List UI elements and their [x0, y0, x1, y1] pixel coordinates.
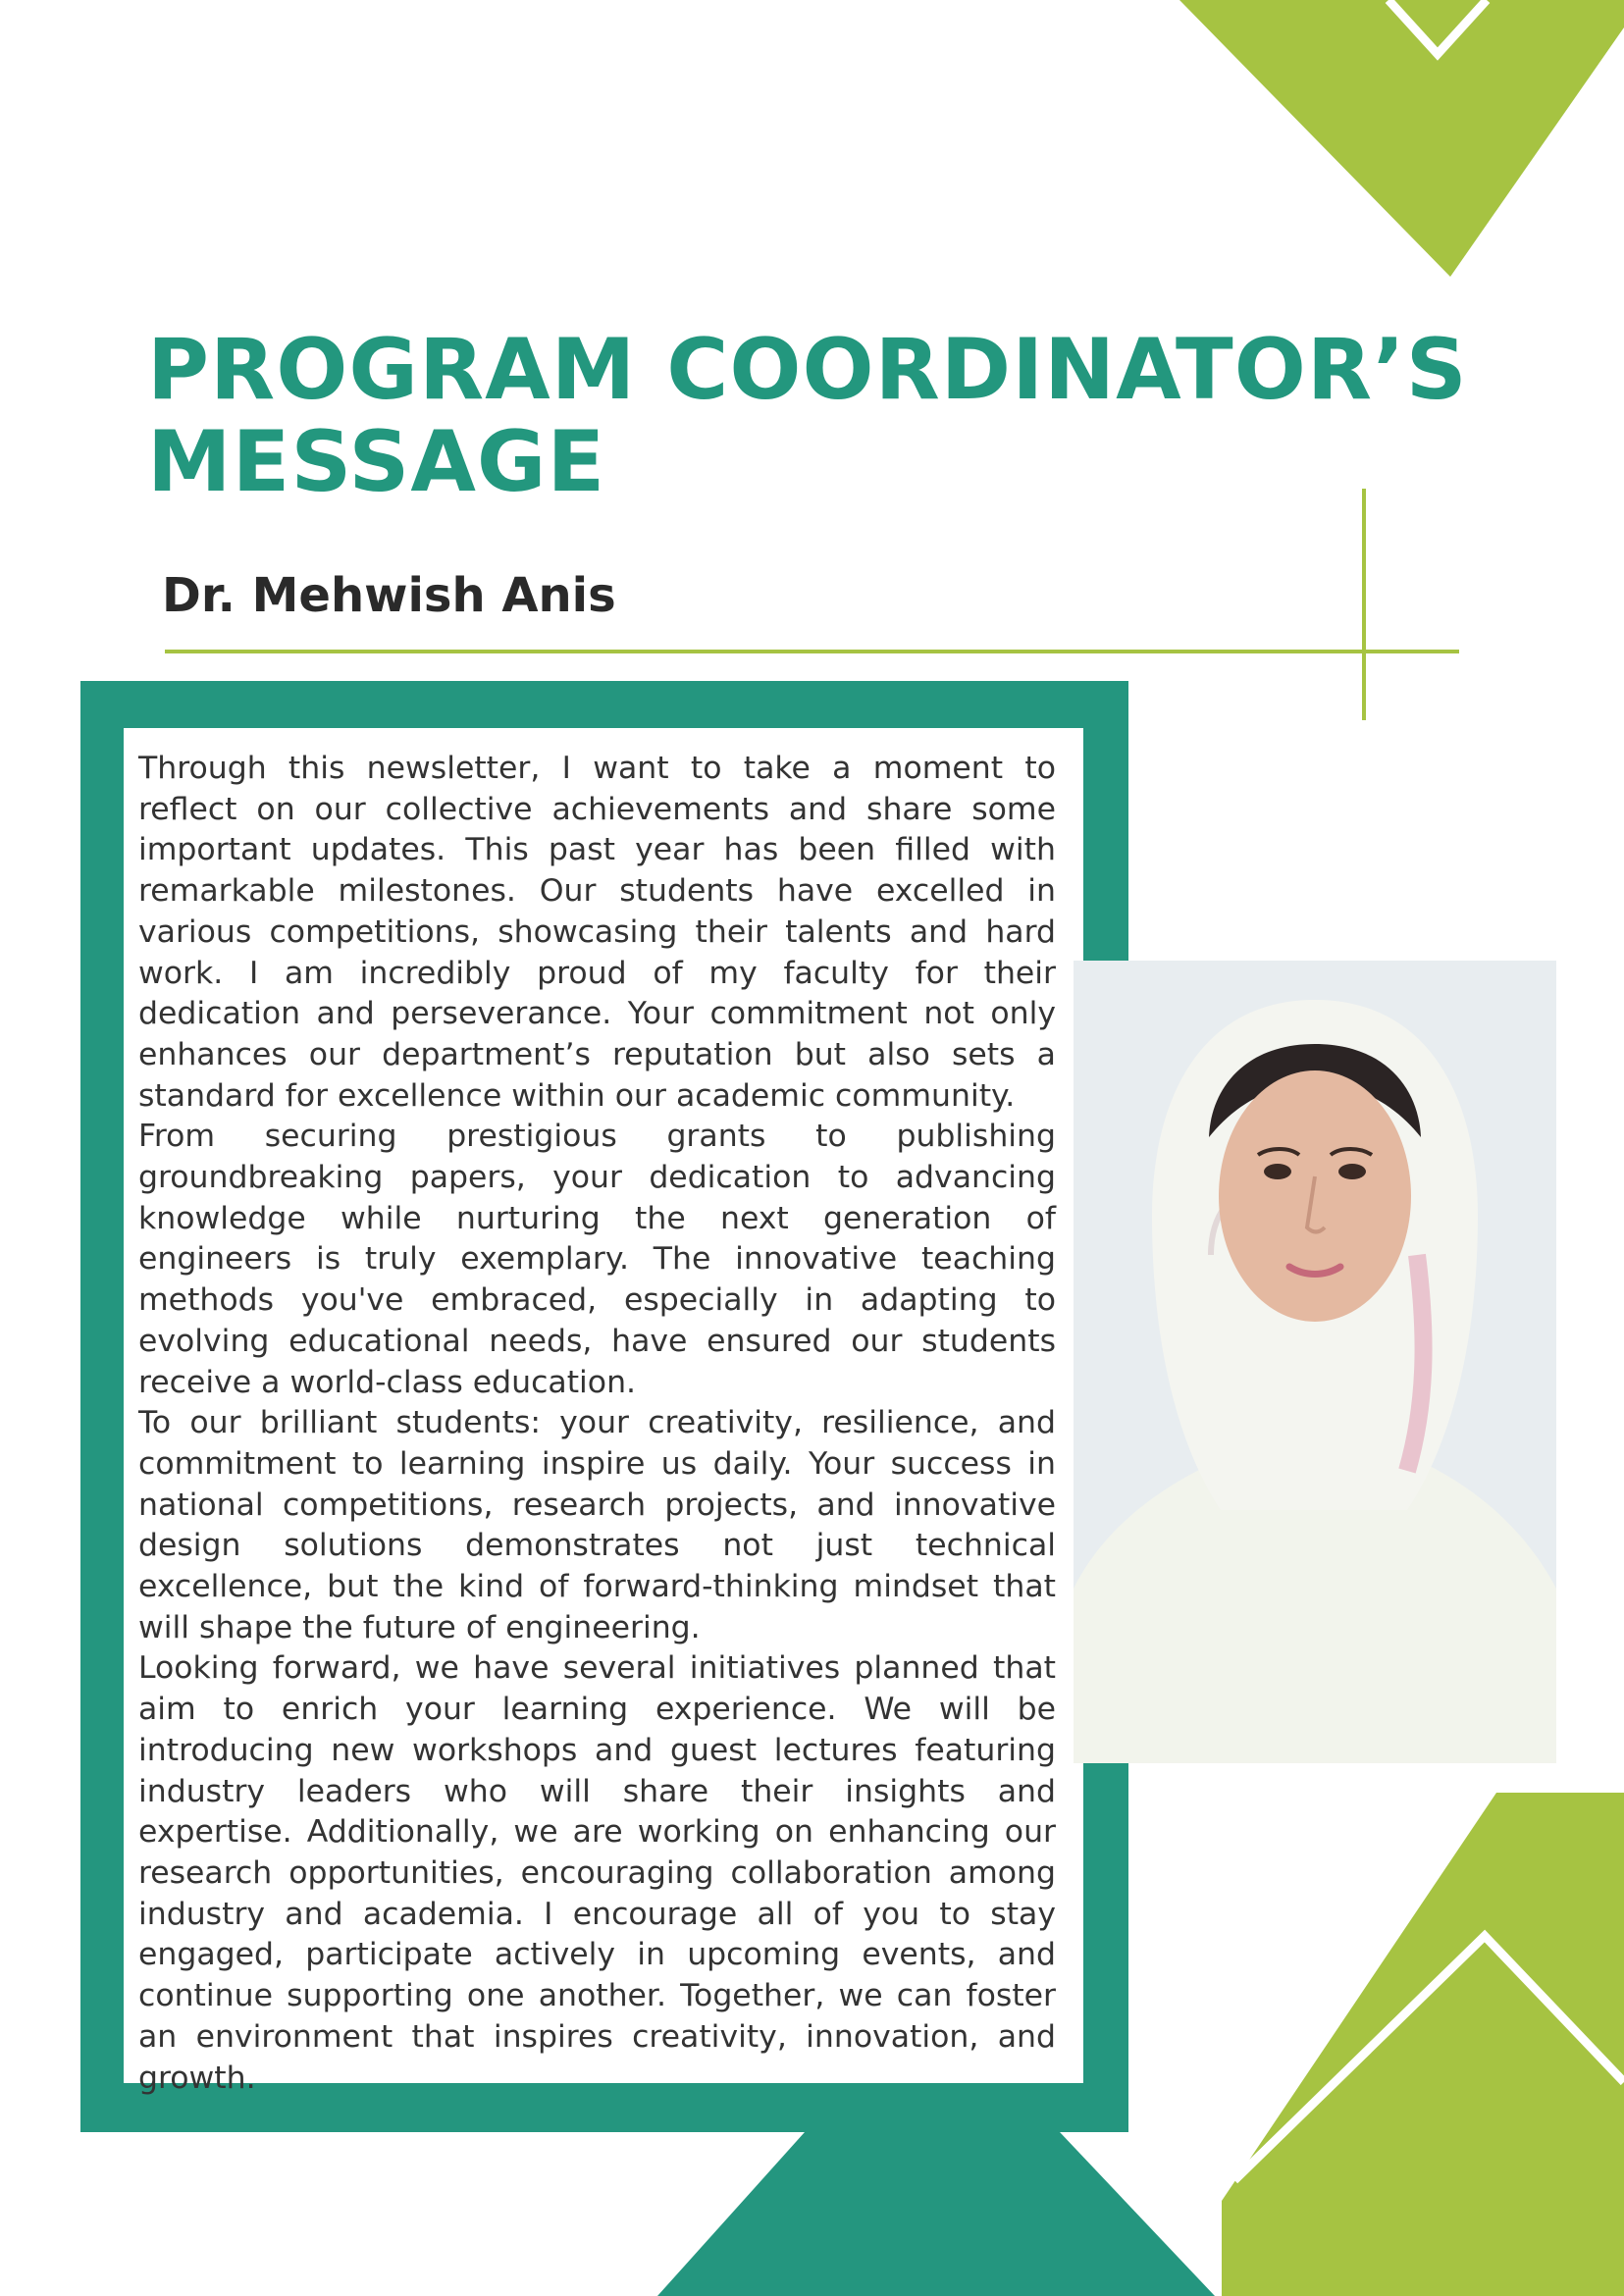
top-right-chevron	[1179, 0, 1624, 277]
bottom-teal-trapezoid	[657, 2132, 1215, 2296]
coordinator-photo	[1074, 961, 1556, 1763]
message-paragraph: From securing prestigious grants to publishing groundbreaking papers, your dedication to advancing knowledge while nurturing the next generation of engineers is truly exemplary. The innovative teaching methods you've embraced, especially in adapting to evolving educational needs, have ensured our students receive a world-class education.	[138, 1119, 1056, 1400]
page-title	[147, 321, 1468, 511]
message-paragraph: To our brilliant students: your creativity, resilience, and commitment to learning inspire us daily. Your success in national competitions, research projects, and innovative design solutions demonstrates not just technical excellence, but the kind of forward-thinking mindset that will shape the future of engineering.	[138, 1405, 1056, 1645]
portrait-icon	[1074, 961, 1556, 1763]
page-title-line-1: PROGRAM COORDINATOR’S	[147, 321, 1468, 419]
message-body	[138, 749, 1056, 2099]
page-title-line-2: MESSAGE	[147, 413, 606, 511]
message-paragraph: Looking forward, we have several initiatives planned that aim to enrich your learning experience. We will be introducing new workshops and guest lectures featuring industry leaders who will share their insights and expertise. Additionally, we are working on enhancing our research opportunities, encouraging collaboration among industry and academia. I encourage all of you to stay engaged, participate actively in upcoming events, and continue supporting one another. Together, we can foster an environment that inspires creativity, innovation, and growth.	[138, 1650, 1056, 2096]
bottom-right-lime-shape	[1222, 1793, 1624, 2296]
face-shape	[1219, 1070, 1411, 1322]
coordinator-name: Dr. Mehwish Anis	[162, 568, 616, 623]
message-paragraph: Through this newsletter, I want to take a moment to reflect on our collective achievements and share some important updates. This past year has been filled with remarkable milestones. Our students have excelled in various competitions, showcasing their talents and hard work. I am incredibly proud of my faculty for their dedication and perseverance. Your commitment not only enhances our department’s reputation but also sets a standard for excellence within our academic community.	[138, 751, 1056, 1114]
